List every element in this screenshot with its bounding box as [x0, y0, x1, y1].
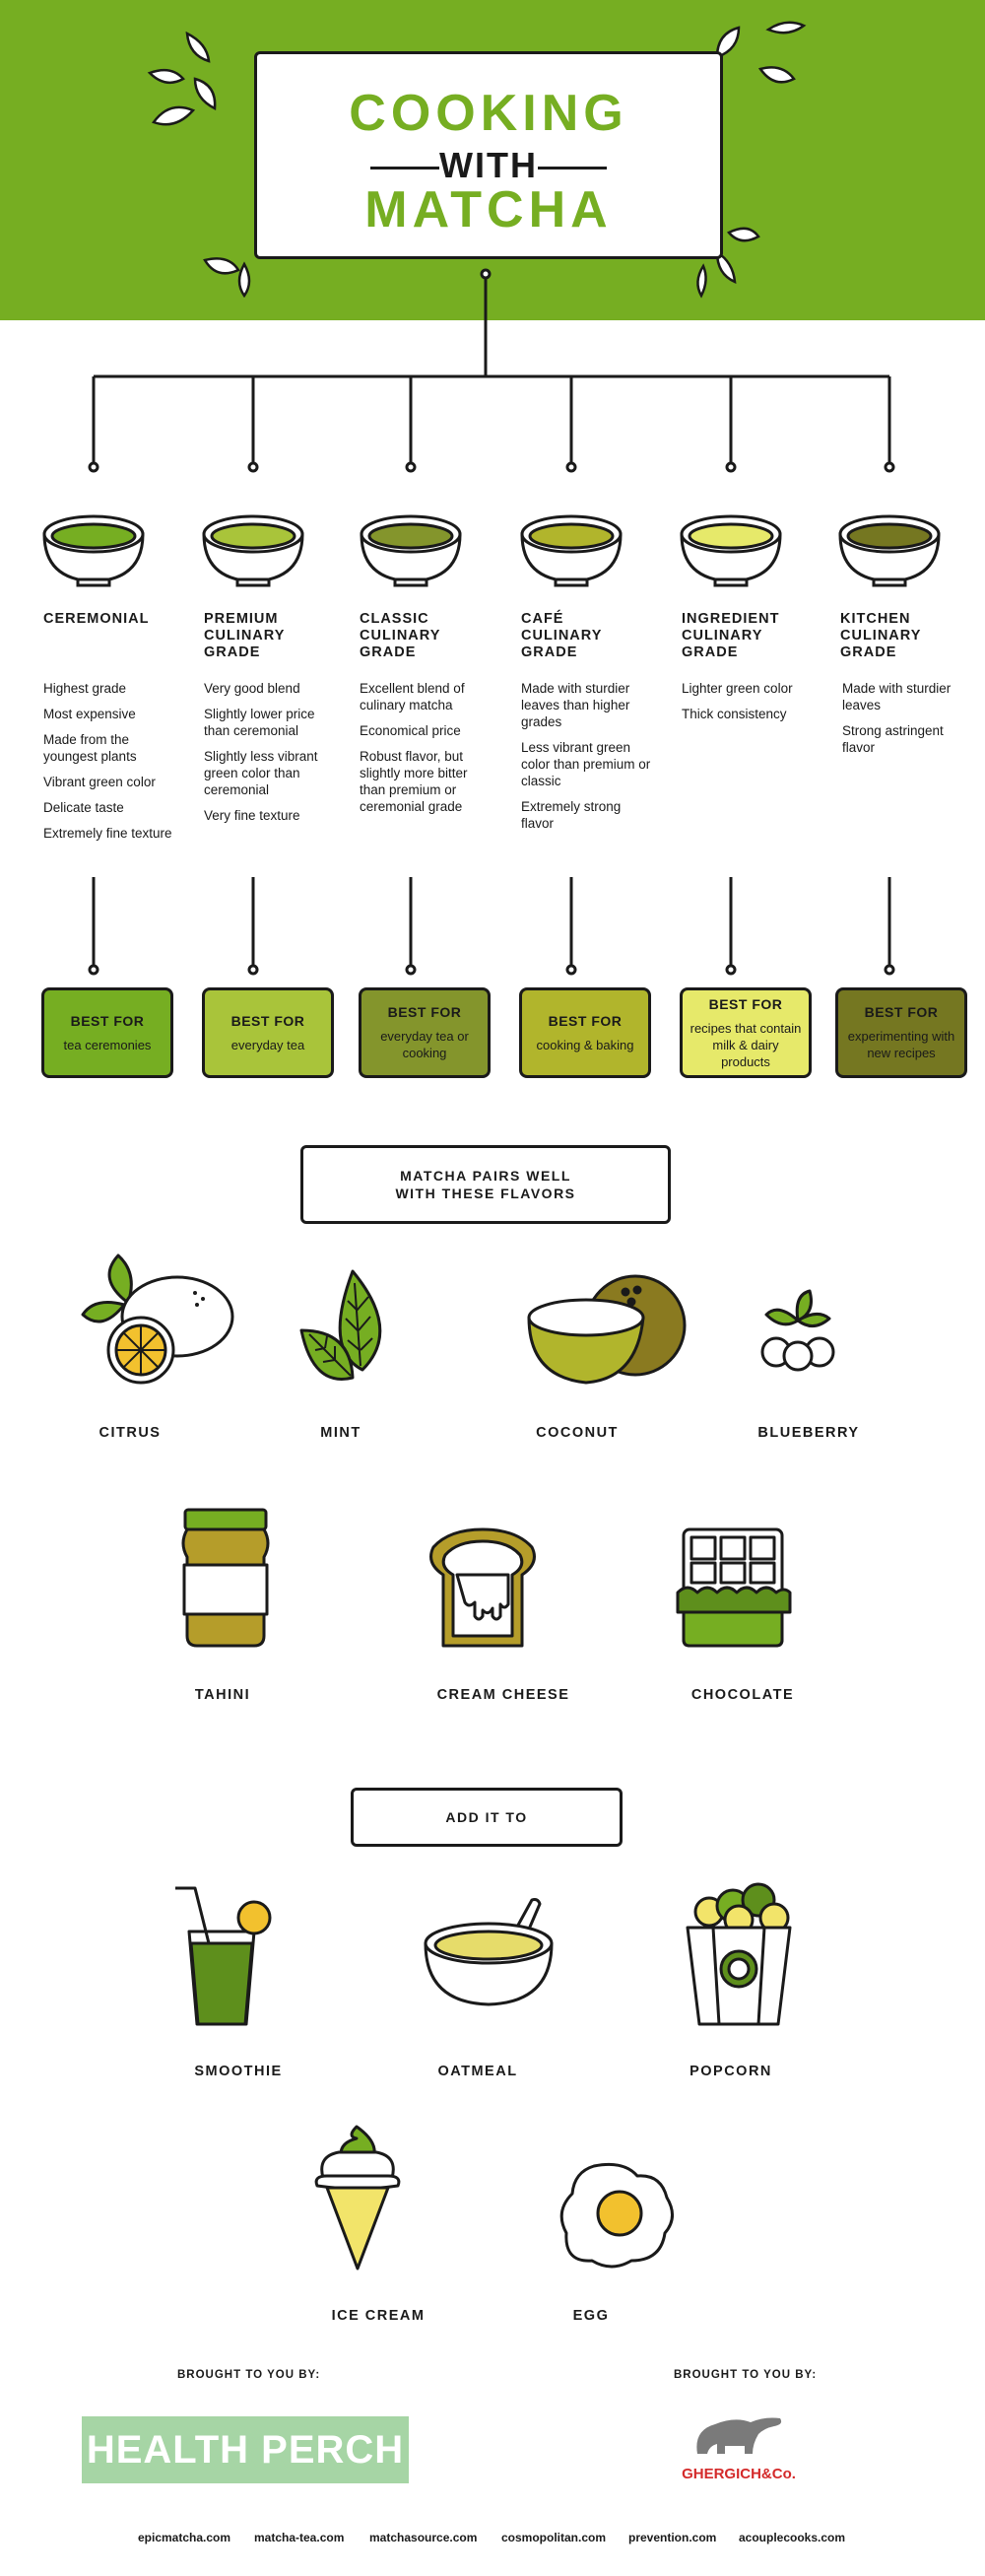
- best-for-heading: BEST FOR: [230, 1012, 305, 1029]
- best-for-box: [41, 987, 173, 1078]
- add-to-heading: ADD IT TO: [445, 1809, 528, 1825]
- best-for-text: everyday tea: [230, 1037, 305, 1052]
- chocolate-bar-icon: [680, 1525, 788, 1650]
- grade-trait: Made from the youngest plants: [43, 732, 137, 764]
- add-label-egg: EGG: [572, 2308, 610, 2324]
- grade-traits: [682, 680, 820, 731]
- elephant-icon: [690, 2414, 788, 2464]
- ghergich-logo-text: GHERGICH&Co.: [682, 2466, 796, 2482]
- best-for-box: [835, 987, 967, 1078]
- matcha-bowl-icon: [44, 516, 143, 585]
- brought-by-right: BROUGHT TO YOU BY:: [674, 2369, 818, 2381]
- grade-trait: Economical price: [360, 723, 461, 738]
- oatmeal-icon: [424, 1898, 557, 2006]
- add-label-popcorn: POPCORN: [690, 2064, 772, 2079]
- blueberry-icon: [758, 1291, 837, 1375]
- best-for-text: everyday tea or cooking: [380, 1029, 469, 1060]
- best-for-heading: BEST FOR: [708, 995, 783, 1012]
- pair-label-blueberry: BLUEBERRY: [757, 1425, 860, 1441]
- cream-cheese-toast-icon: [424, 1529, 542, 1648]
- source-link[interactable]: matchasource.com: [369, 2531, 478, 2544]
- best-for-box: [519, 987, 651, 1078]
- best-for-heading: BEST FOR: [70, 1012, 145, 1029]
- grade-trait: Slightly less vibrant green color than ceremonial: [204, 749, 318, 797]
- ghergich-logo[interactable]: [670, 2414, 808, 2493]
- best-for-box: [359, 987, 491, 1078]
- grade-title: CEREMONIAL: [43, 611, 150, 627]
- egg-icon: [564, 2160, 678, 2269]
- grade-trait: Robust flavor, but slightly more bitter than premium or ceremonial grade: [360, 749, 468, 814]
- best-for-heading: BEST FOR: [864, 1004, 939, 1020]
- source-link[interactable]: epicmatcha.com: [138, 2531, 231, 2544]
- matcha-bowl-icon: [522, 516, 621, 585]
- grade-trait: Highest grade: [43, 681, 127, 696]
- pairs-heading: MATCHA PAIRS WELL WITH THESE FLAVORS: [395, 1168, 576, 1201]
- grade-trait: Made with sturdier leaves: [842, 681, 952, 712]
- grade-trait: Slightly lower price than ceremonial: [204, 707, 315, 738]
- grade-trait: Vibrant green color: [43, 775, 156, 789]
- matcha-bowl-icon: [204, 516, 302, 585]
- add-label-smoothie: SMOOTHIE: [194, 2064, 283, 2079]
- brought-by-left: BROUGHT TO YOU BY:: [177, 2369, 321, 2381]
- pairs-heading-box: [300, 1145, 671, 1224]
- grade-trait: Thick consistency: [682, 707, 787, 721]
- smoothie-icon: [169, 1884, 278, 2027]
- title-matcha: MATCHA: [364, 181, 613, 238]
- grade-trait: Less vibrant green color than premium or classic: [521, 740, 651, 788]
- grade-trait: Very fine texture: [204, 808, 300, 823]
- best-for-heading: BEST FOR: [387, 1004, 462, 1020]
- grade-title: PREMIUM CULINARY GRADE: [204, 611, 286, 660]
- add-label-oatmeal: OATMEAL: [437, 2064, 518, 2079]
- grade-traits: [521, 680, 654, 841]
- pair-label-chocolate: CHOCOLATE: [690, 1687, 795, 1703]
- grade-traits: [204, 680, 342, 833]
- grade-trait: Very good blend: [204, 681, 300, 696]
- grade-trait: Excellent blend of culinary matcha: [360, 681, 465, 712]
- best-for-box: [202, 987, 334, 1078]
- grade-trait: Delicate taste: [43, 800, 124, 815]
- source-link[interactable]: matcha-tea.com: [254, 2531, 345, 2544]
- best-for-text: tea ceremonies: [63, 1037, 152, 1052]
- matcha-bowl-icon: [682, 516, 780, 585]
- grade-title: INGREDIENT CULINARY GRADE: [682, 611, 780, 660]
- grade-trait: Most expensive: [43, 707, 136, 721]
- source-link[interactable]: cosmopolitan.com: [501, 2531, 607, 2544]
- source-link[interactable]: prevention.com: [628, 2531, 717, 2544]
- add-to-heading-box: [351, 1788, 623, 1847]
- grade-traits: [360, 680, 488, 824]
- matcha-bowl-icon: [840, 516, 939, 585]
- grade-trait: Lighter green color: [682, 681, 793, 696]
- grade-title: CAFÉ CULINARY GRADE: [521, 611, 603, 660]
- pair-label-coconut: COCONUT: [536, 1425, 619, 1441]
- best-for-heading: BEST FOR: [548, 1012, 623, 1029]
- grade-trait: Extremely fine texture: [43, 826, 172, 841]
- pair-label-cream-cheese: CREAM CHEESE: [436, 1687, 570, 1703]
- grade-trait: Strong astringent flavor: [842, 723, 944, 755]
- mint-icon: [305, 1271, 424, 1380]
- grade-trait: Made with sturdier leaves than higher grades: [521, 681, 630, 729]
- title-with: WITH: [439, 145, 538, 185]
- citrus-icon: [69, 1263, 246, 1391]
- pair-label-citrus: CITRUS: [98, 1425, 162, 1441]
- title-cooking: COOKING: [349, 85, 628, 142]
- source-link[interactable]: acouplecooks.com: [739, 2531, 846, 2544]
- coconut-icon: [527, 1276, 694, 1390]
- pair-label-mint: MINT: [320, 1425, 361, 1441]
- tahini-jar-icon: [177, 1508, 276, 1651]
- pair-label-tahini: TAHINI: [194, 1687, 251, 1703]
- grade-traits: [43, 680, 181, 850]
- popcorn-icon: [680, 1880, 798, 2028]
- matcha-bowls: [0, 0, 985, 611]
- health-perch-logo[interactable]: [82, 2416, 409, 2483]
- grade-trait: Extremely strong flavor: [521, 799, 622, 831]
- matcha-bowl-icon: [361, 516, 460, 585]
- best-for-box: [680, 987, 812, 1078]
- health-perch-logo-text: HEALTH PERCH: [86, 2427, 405, 2472]
- best-for-text: recipes that contain milk & dairy products: [690, 1020, 802, 1069]
- best-for-text: cooking & baking: [536, 1037, 634, 1052]
- best-for-text: experimenting with new recipes: [847, 1029, 955, 1060]
- grade-title: KITCHEN CULINARY GRADE: [840, 611, 922, 660]
- grade-traits: [842, 680, 970, 765]
- grade-title: CLASSIC CULINARY GRADE: [360, 611, 441, 660]
- add-label-ice-cream: ICE CREAM: [331, 2308, 426, 2324]
- ice-cream-icon: [313, 2125, 402, 2272]
